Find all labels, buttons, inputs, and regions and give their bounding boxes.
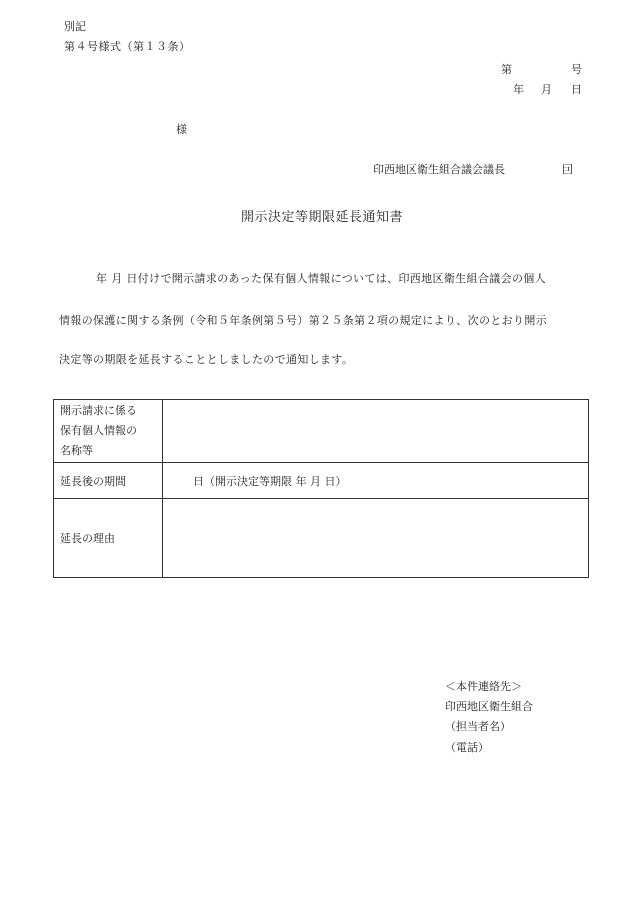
document-number-suffix: 号	[571, 63, 582, 76]
table-row	[54, 400, 589, 463]
table-row	[54, 463, 589, 499]
addressee-honorific: 様	[176, 123, 187, 136]
contact-heading: ＜本件連絡先＞	[445, 680, 522, 693]
form-number-label: 第４号様式（第１３条）	[64, 40, 191, 53]
betsuki-label: 別記	[64, 20, 86, 33]
table-row	[54, 499, 589, 578]
info-name-value-cell	[163, 400, 589, 463]
date-month: 月	[541, 83, 552, 96]
contact-organization: 印西地区衛生組合	[445, 700, 533, 713]
contact-person: （担当者名）	[445, 720, 511, 733]
document-number-prefix: 第	[501, 63, 512, 76]
table-label-cell: 延長の理由	[54, 499, 163, 578]
body-text-line-2: 情報の保護に関する条例（令和５年条例第５号）第２５条第２項の規定により、次のとおり開示	[59, 314, 548, 327]
contact-phone: （電話）	[445, 741, 489, 754]
date-day: 日	[571, 83, 582, 96]
extension-reason-value-cell	[163, 499, 589, 578]
issuer-name: 印西地区衛生組合議会議長	[373, 163, 505, 176]
table-label-cell	[54, 400, 163, 463]
body-text-line-3: 決定等の期限を延長することとしましたので通知します。	[59, 353, 354, 366]
seal-mark: 囙	[562, 163, 573, 176]
body-text-line-1: 年 月 日付けで開示請求のあった保有個人情報については、印西地区衛生組合議会の個人	[96, 272, 547, 285]
document-title: 開示決定等期限延長通知書	[241, 210, 404, 225]
table-label-cell: 延長後の期間	[54, 463, 163, 499]
extended-period-value-cell: 日（開示決定等期限 年 月 日）	[163, 463, 589, 499]
label-line: 開示請求に係る	[60, 404, 137, 417]
details-table	[53, 399, 589, 578]
label-line: 保有個人情報の	[60, 424, 137, 437]
label-line: 名称等	[60, 444, 93, 457]
date-year: 年	[513, 83, 524, 96]
